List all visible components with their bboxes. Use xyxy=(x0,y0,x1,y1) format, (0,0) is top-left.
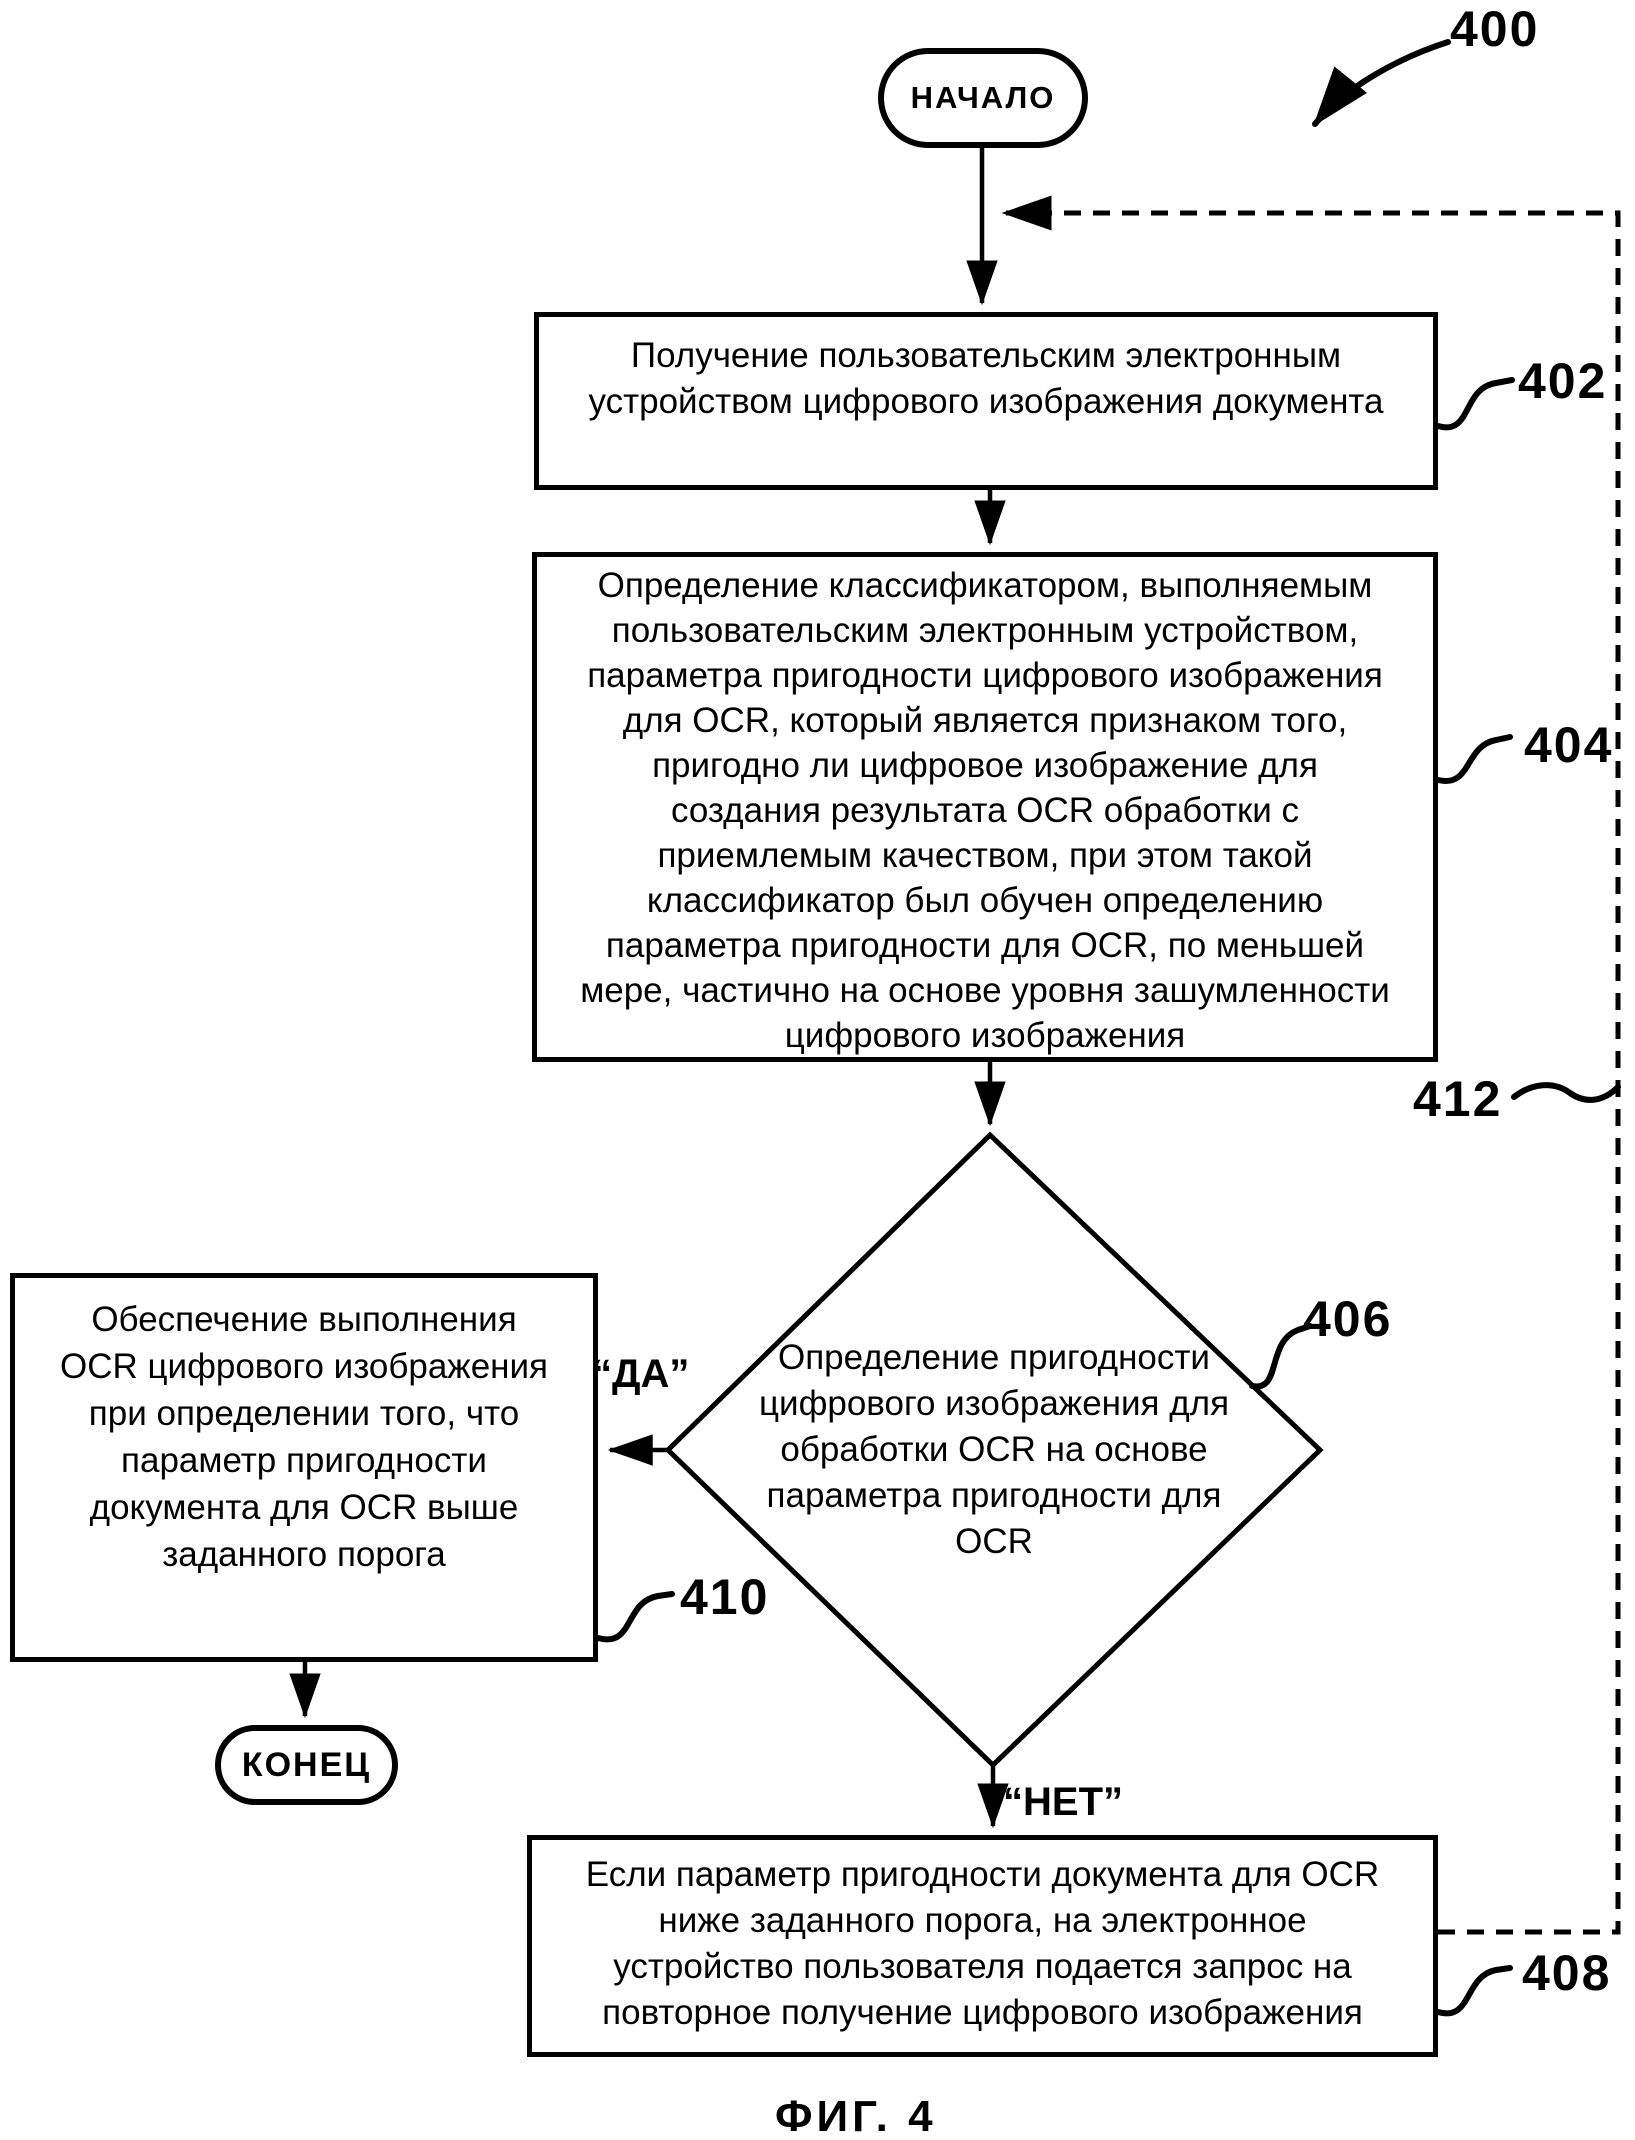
decision-406 xyxy=(714,1300,1274,1600)
end-node xyxy=(215,1725,398,1805)
process-408-text: Если параметр пригодности документа для OCR ниже заданного порога, на электронное устройство пользователя подается запрос на повторное получение цифрового изображения xyxy=(585,1855,1380,2032)
start-label: НАЧАЛО xyxy=(910,80,1056,115)
process-404-text: Определение классификатором, выполняемым пользовательским электронным устройством, параметра пригодности цифрового изображения для OCR, который является признаком того, пригодно ли цифровое изображение для создания результата OCR обработки с приемлемым качеством, при этом такой классификатор был обучен определению параметра пригодности для OCR, по меньшей мере, частично на основе уровня зашумленности цифрового изображения xyxy=(580,566,1390,1055)
process-404 xyxy=(532,552,1438,1062)
decision-406-text: Определение пригодности цифрового изображения для обработки OCR на основе параметра пригодности для OCR xyxy=(758,1338,1230,1561)
branch-yes-label: “ДА” xyxy=(592,1352,690,1396)
end-label: КОНЕЦ xyxy=(241,1745,372,1784)
process-402-text: Получение пользовательским электронным устройством цифрового изображения документа xyxy=(588,336,1384,421)
ref-410: 410 xyxy=(680,1569,770,1625)
process-408 xyxy=(527,1835,1438,2057)
start-node xyxy=(878,48,1088,148)
process-402 xyxy=(534,312,1438,490)
branch-no-label: “НЕТ” xyxy=(1003,1780,1123,1824)
process-410-text: Обеспечение выполнения OCR цифрового изображения при определении того, что параметр пригодности документа для OCR выше заданного порога xyxy=(59,1300,549,1574)
ref-squiggle-408 xyxy=(1438,1968,1510,2013)
process-410 xyxy=(10,1273,598,1662)
ref-406: 406 xyxy=(1303,1291,1393,1347)
ref-404: 404 xyxy=(1524,717,1614,773)
figure-ref-400: 400 xyxy=(1450,1,1540,57)
ref-402: 402 xyxy=(1518,353,1608,409)
ref-408: 408 xyxy=(1522,1945,1612,2001)
figure-caption: ФИГ. 4 xyxy=(775,2092,937,2140)
ref-squiggle-402 xyxy=(1438,380,1512,427)
ref-squiggle-404 xyxy=(1438,737,1510,781)
ref-412: 412 xyxy=(1413,1071,1503,1127)
figure-ref-arrow-400 xyxy=(1315,42,1448,124)
ref-squiggle-412 xyxy=(1514,1085,1618,1100)
ref-squiggle-410 xyxy=(598,1594,672,1639)
